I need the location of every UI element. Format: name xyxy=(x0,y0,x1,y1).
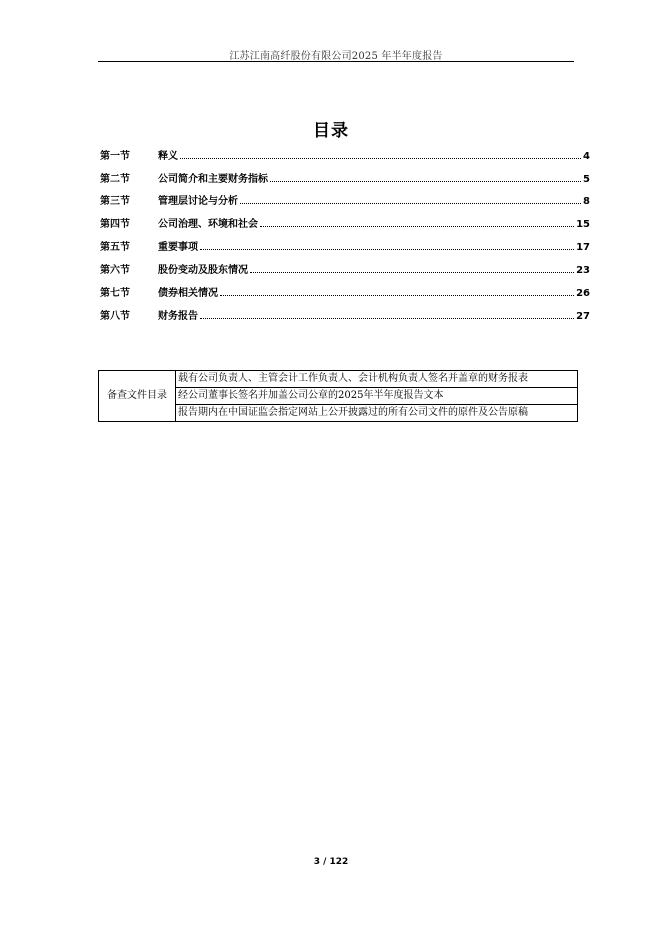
toc-entry-label: 公司简介和主要财务指标 xyxy=(158,174,268,185)
toc-dot-leader xyxy=(240,202,581,204)
toc-entry-label: 债券相关情况 xyxy=(158,288,218,299)
toc-page-number: 23 xyxy=(576,265,590,276)
toc-page-number: 8 xyxy=(583,196,590,207)
toc-entry-label: 管理层讨论与分析 xyxy=(158,196,238,207)
toc-section-number: 第五节 xyxy=(100,242,130,253)
reference-item-cell: 报告期内在中国证监会指定网站上公开披露过的所有公司文件的原件及公告原稿 xyxy=(176,405,578,422)
toc-section-number: 第二节 xyxy=(100,174,130,185)
toc-entry-label: 财务报告 xyxy=(158,311,198,322)
table-row xyxy=(99,371,578,388)
toc-entry[interactable] xyxy=(100,195,590,209)
toc-dot-leader xyxy=(270,180,581,182)
toc-page-number: 5 xyxy=(583,174,590,185)
toc-dot-leader xyxy=(220,294,574,296)
toc-entry[interactable] xyxy=(100,241,590,255)
toc-dot-leader xyxy=(200,248,574,250)
toc-section-number: 第六节 xyxy=(100,265,130,276)
toc-entry[interactable] xyxy=(100,150,590,164)
toc-dot-leader xyxy=(260,225,574,227)
toc-dot-leader xyxy=(200,317,574,319)
toc-section-number: 第一节 xyxy=(100,151,130,162)
reference-item-cell: 载有公司负责人、主管会计工作负责人、会计机构负责人签名并盖章的财务报表 xyxy=(176,371,578,388)
reference-item-cell: 经公司董事长签名并加盖公司公章的2025年半年度报告文本 xyxy=(176,388,578,405)
toc-entry[interactable] xyxy=(100,310,590,324)
toc-dot-leader xyxy=(250,271,574,273)
toc-section-number: 第八节 xyxy=(100,311,130,322)
toc-entry-label: 重要事项 xyxy=(158,242,198,253)
header-divider xyxy=(98,61,574,62)
toc-dot-leader xyxy=(180,157,581,159)
toc-page-number: 27 xyxy=(576,311,590,322)
toc-entry[interactable] xyxy=(100,173,590,187)
reference-documents-table xyxy=(98,370,578,422)
toc-entry-label: 公司治理、环境和社会 xyxy=(158,219,258,230)
toc-entry-label: 释义 xyxy=(158,151,178,162)
toc-entry[interactable] xyxy=(100,218,590,232)
toc-page-number: 17 xyxy=(576,242,590,253)
reference-heading-cell: 备查文件目录 xyxy=(99,371,176,422)
toc-page-number: 4 xyxy=(583,151,590,162)
page-header: 江苏江南高纤股份有限公司2025 年半年度报告 xyxy=(229,51,443,62)
toc-title: 目录 xyxy=(313,121,349,141)
toc-section-number: 第四节 xyxy=(100,219,130,230)
toc-entry[interactable] xyxy=(100,264,590,278)
toc-section-number: 第三节 xyxy=(100,196,130,207)
page-number: 3 / 122 xyxy=(313,857,349,867)
toc-entry-label: 股份变动及股东情况 xyxy=(158,265,248,276)
toc-page-number: 15 xyxy=(576,219,590,230)
toc-entry[interactable] xyxy=(100,287,590,301)
toc-page-number: 26 xyxy=(576,288,590,299)
toc-section-number: 第七节 xyxy=(100,288,130,299)
